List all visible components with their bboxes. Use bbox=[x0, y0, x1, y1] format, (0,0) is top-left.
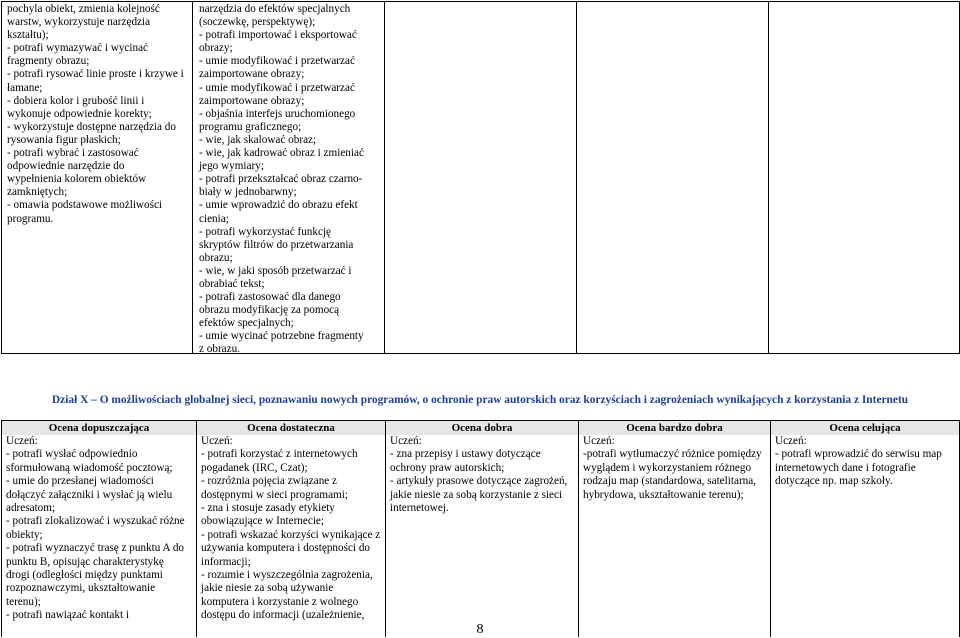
grade-header-dopuszczajaca: Ocena dopuszczająca bbox=[2, 421, 196, 435]
text-line: - potrafi wykorzystać funkcję bbox=[199, 225, 332, 238]
text-line: dostępnymi w sieci programami; bbox=[201, 488, 348, 501]
text-line: - potrafi wymazywać i wycinać bbox=[7, 42, 149, 55]
text-line: jakie niesie za sobą używanie bbox=[201, 582, 334, 595]
text-line: - potrafi zastosować dla danego bbox=[199, 291, 341, 304]
text-line: obrazu modyfikację za pomocą bbox=[199, 304, 340, 317]
text-line: jakie niesie za sobą korzystanie z sieci bbox=[390, 488, 563, 501]
text-line: - potrafi korzystać z internetowych bbox=[201, 448, 358, 461]
text-line: obrabiać tekst; bbox=[199, 277, 265, 290]
grade-column-dobra bbox=[386, 435, 578, 515]
text-line: - dobiera kolor i grubość linii i bbox=[7, 94, 145, 107]
grade-requirements bbox=[583, 448, 770, 502]
text-line: obrazu; bbox=[199, 251, 233, 264]
text-line: - potrafi wskazać korzyści wynikające z bbox=[201, 528, 381, 541]
text-line: rysowania figur płaskich; bbox=[7, 133, 121, 146]
text-line: - potrafi przekształcać obraz czarno- bbox=[199, 173, 363, 186]
text-line: z obrazu. bbox=[199, 343, 240, 356]
grade-column-bardzo-dobra bbox=[579, 435, 770, 502]
text-line: - wie, jak kadrować obraz i zmieniać bbox=[199, 147, 364, 160]
grade-requirements bbox=[775, 448, 959, 488]
section-title: Dział X – O możliwościach globalnej sieci, poznawaniu nowych programów, o ochronie praw autorskich oraz korzyściach i zagrożeniach wynikających z korzystania z Internetu bbox=[51, 394, 909, 406]
text-line: - umie wycinać potrzebne fragmenty bbox=[199, 330, 364, 343]
text-line: warstw, wykorzystuje narzędzia bbox=[7, 16, 151, 29]
text-line: łamane; bbox=[7, 81, 43, 94]
text-line: - potrafi wyznaczyć trasę z punktu A do bbox=[6, 542, 185, 555]
student-label: Uczeń: bbox=[583, 435, 615, 447]
student-label: Uczeń: bbox=[201, 435, 233, 447]
text-line: ochrony praw autorskich; bbox=[390, 461, 505, 474]
student-label: Uczeń: bbox=[6, 435, 38, 447]
text-line: - zna i stosuje zasady etykiety bbox=[201, 502, 335, 515]
text-line: adresatom; bbox=[6, 502, 56, 515]
top-table-divider-2 bbox=[384, 1, 385, 353]
text-line: fragmenty obrazu; bbox=[7, 55, 90, 68]
grade-requirements bbox=[6, 448, 196, 622]
grade-requirements bbox=[390, 448, 578, 515]
grade-column-celujaca bbox=[771, 435, 959, 489]
text-line: - wie, w jaki sposób przetwarzać i bbox=[199, 264, 352, 277]
text-line: zaimportowane obrazy; bbox=[199, 68, 305, 81]
text-line: programu graficznego; bbox=[199, 120, 302, 133]
grade-header-dobra: Ocena dobra bbox=[386, 421, 578, 435]
text-line: programu. bbox=[7, 212, 54, 225]
text-line: - umie modyfikować i przetwarzać bbox=[199, 55, 355, 68]
text-line: - omawia podstawowe możliwości bbox=[7, 199, 163, 212]
text-line: dotyczące np. map szkoły. bbox=[775, 475, 893, 488]
grade-requirements bbox=[201, 448, 385, 622]
text-line: wyglądem i wykorzystaniem różnego bbox=[583, 461, 752, 474]
text-line: - potrafi importować i eksportować bbox=[199, 29, 357, 42]
text-line: wypełnienia kolorem obiektów bbox=[7, 173, 147, 186]
text-line: dostępu do informacji (uzależnienie, bbox=[201, 609, 365, 622]
text-line: sformułowaną wiadomość pocztową; bbox=[6, 461, 173, 474]
text-line: - umie wprowadzić do obrazu efekt bbox=[199, 199, 358, 212]
text-line: rozpoznawczymi, ukształtowanie bbox=[6, 582, 156, 595]
text-line: terenu); bbox=[6, 595, 41, 608]
text-line: - potrafi wybrać i zastosować bbox=[7, 147, 139, 160]
top-table-column-2 bbox=[199, 3, 383, 357]
text-line: zamkniętych; bbox=[7, 186, 68, 199]
student-label: Uczeń: bbox=[390, 435, 422, 447]
text-line: obrazy; bbox=[199, 42, 233, 55]
top-table-border bbox=[1, 1, 959, 2]
text-line: cienia; bbox=[199, 212, 229, 225]
grade-header-celujaca: Ocena celująca bbox=[771, 421, 959, 435]
page-number: 8 bbox=[476, 622, 484, 637]
text-line: - umie do przesłanej wiadomości bbox=[6, 475, 154, 488]
text-line: - wykorzystuje dostępne narzędzia do bbox=[7, 120, 176, 133]
top-table-divider-4 bbox=[768, 1, 769, 353]
text-line: - umie modyfikować i przetwarzać bbox=[199, 81, 355, 94]
top-table-divider-3 bbox=[576, 1, 577, 353]
text-line: komputera i korzystanie z wolnego bbox=[201, 595, 359, 608]
top-table-divider-left bbox=[1, 1, 2, 353]
text-line: - potrafi rysować linie proste i krzywe i bbox=[7, 68, 184, 81]
text-line: - potrafi wprowadzić do serwisu map bbox=[775, 448, 942, 461]
text-line: skryptów filtrów do przetwarzania bbox=[199, 238, 354, 251]
text-line: internetowych dane i fotografie bbox=[775, 461, 916, 474]
top-table-divider-1 bbox=[192, 1, 193, 353]
text-line: obiekty; bbox=[6, 528, 43, 541]
text-line: używania komputera i dostępności do bbox=[201, 542, 371, 555]
text-line: - objaśnia interfejs uruchomionego bbox=[199, 107, 356, 120]
text-line: zaimportowane obrazy; bbox=[199, 94, 305, 107]
text-line: - rozumie i wyszczególnia zagrożenia, bbox=[201, 569, 373, 582]
text-line: - potrafi zlokalizować i wyszukać różne bbox=[6, 515, 185, 528]
text-line: narzędzia do efektów specjalnych bbox=[199, 3, 351, 15]
text-line: pochyla obiekt, zmienia kolejność bbox=[7, 3, 160, 15]
text-line: - artykuły prasowe dotyczące zagrożeń, bbox=[390, 475, 568, 488]
text-line: drogi (odległości między punktami bbox=[6, 569, 163, 582]
grade-column-dostateczna bbox=[197, 435, 385, 623]
text-line: - potrafi wysłać odpowiednio bbox=[6, 448, 138, 461]
text-line: - zna przepisy i ustawy dotyczące bbox=[390, 448, 541, 461]
grade-header-dostateczna: Ocena dostateczna bbox=[197, 421, 385, 435]
text-line: jego wymiary; bbox=[199, 160, 264, 173]
text-line: odpowiednie narzędzie do bbox=[7, 160, 125, 173]
text-line: pogadanek (IRC, Czat); bbox=[201, 461, 308, 474]
grade-header-bardzo-dobra: Ocena bardzo dobra bbox=[579, 421, 770, 435]
top-table-column-1 bbox=[7, 3, 191, 226]
text-line: hybrydowa, ukształtowanie terenu); bbox=[583, 488, 744, 501]
text-line: -potrafi wytłumaczyć różnice pomiędzy bbox=[583, 448, 762, 461]
text-line: - rozróżnia pojęcia związane z bbox=[201, 475, 338, 488]
text-line: efektów specjalnych; bbox=[199, 317, 294, 330]
text-line: biały w jednobarwny; bbox=[199, 186, 297, 199]
text-line: rodzaju map (standardowa, satelitarna, bbox=[583, 475, 757, 488]
top-table-bottom-border bbox=[1, 353, 960, 354]
text-line: kształtu); bbox=[7, 29, 49, 42]
text-line: dołączyć załączniki i wysłać ją wielu bbox=[6, 488, 173, 501]
text-line: obowiązujące w Internecie; bbox=[201, 515, 324, 528]
text-line: internetowej. bbox=[390, 502, 449, 515]
grade-column-dopuszczajaca bbox=[2, 435, 196, 623]
text-line: punktu B, opisując charakterystykę bbox=[6, 555, 164, 568]
text-line: - wie, jak skalować obraz; bbox=[199, 133, 317, 146]
text-line: - potrafi nawiązać kontakt i bbox=[6, 609, 130, 622]
text-line: (soczewkę, perspektywę); bbox=[199, 16, 316, 29]
text-line: wykonuje odpowiednie korekty; bbox=[7, 107, 152, 120]
text-line: informacji; bbox=[201, 555, 251, 568]
student-label: Uczeń: bbox=[775, 435, 807, 447]
